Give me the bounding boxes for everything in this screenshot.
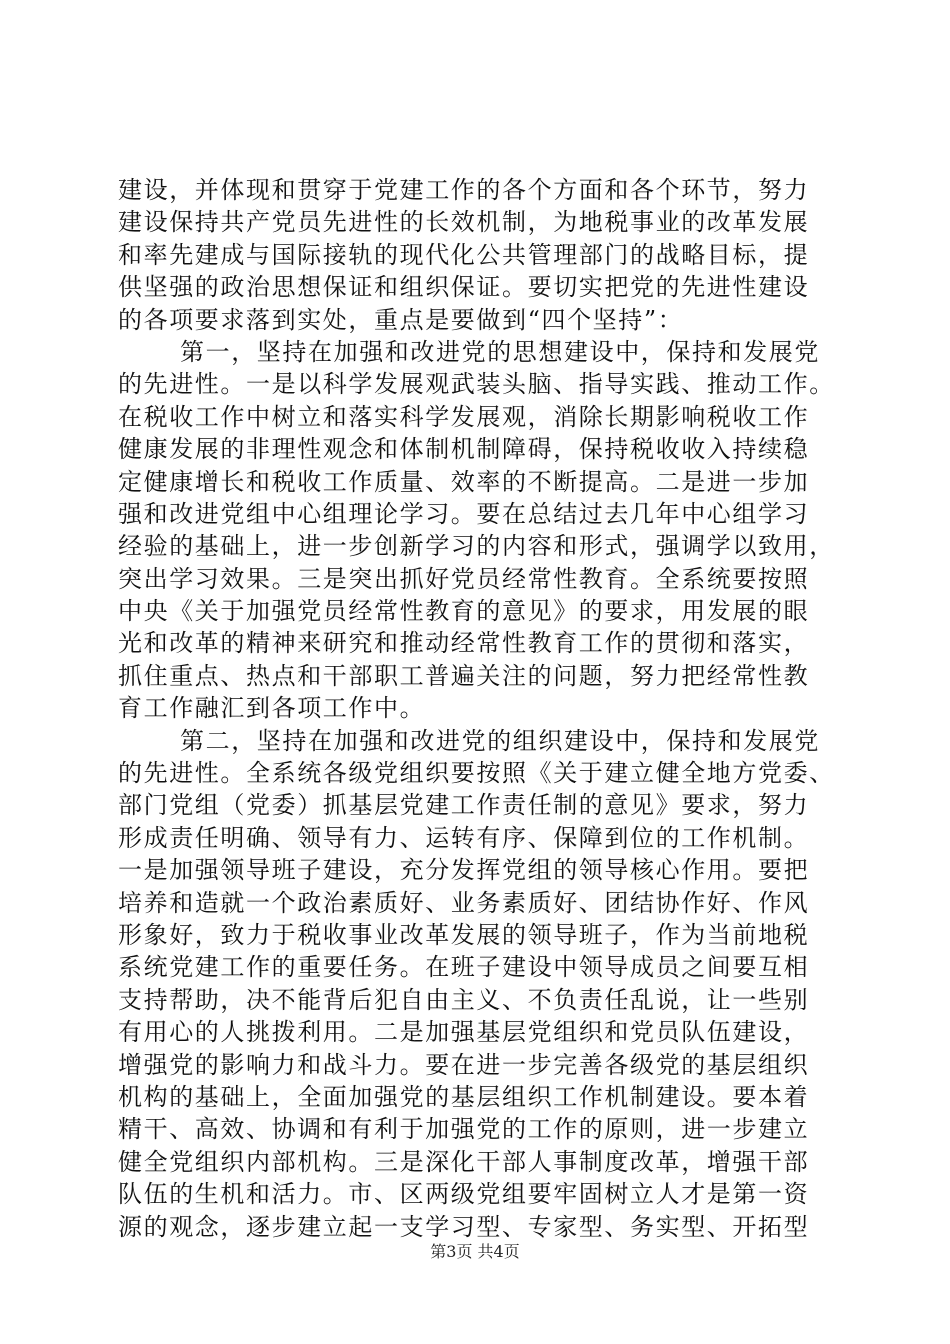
text-line: 经验的基础上，进一步创新学习的内容和形式，强调学以致用，: [118, 532, 835, 561]
text-line: 队伍的生机和活力。市、区两级党组要牢固树立人才是第一资: [118, 1180, 810, 1209]
text-line: 中央《关于加强党员经常性教育的意见》的要求，用发展的眼: [118, 597, 810, 626]
body-text: [118, 174, 838, 1243]
text-line: 部门党组（党委）抓基层党建工作责任制的意见》要求，努力: [118, 791, 810, 820]
text-line: 增强党的影响力和战斗力。要在进一步完善各级党的基层组织: [118, 1050, 810, 1079]
text-line: 系统党建工作的重要任务。在班子建设中领导成员之间要互相: [118, 953, 810, 982]
text-line: 源的观念，逐步建立起一支学习型、专家型、务实型、开拓型: [118, 1212, 810, 1241]
text-line: 一是加强领导班子建设，充分发挥党组的领导核心作用。要把: [118, 856, 810, 885]
page-number-label: 第3页 共4页: [430, 1242, 520, 1261]
text-line: 建设，并体现和贯穿于党建工作的各个方面和各个环节，努力: [118, 176, 810, 204]
paragraph-first-line: 第一，坚持在加强和改进党的思想建设中，保持和发展党: [180, 337, 820, 366]
text-line: 光和改革的精神来研究和推动经常性教育工作的贯彻和落实，: [118, 629, 810, 658]
text-line: 的各项要求落到实处，重点是要做到“四个坚持”：: [118, 305, 684, 334]
text-line: 育工作融汇到各项工作中。: [118, 694, 426, 723]
text-line: 培养和造就一个政治素质好、业务素质好、团结协作好、作风: [118, 888, 810, 917]
text-line: 在税收工作中树立和落实科学发展观，消除长期影响税收工作: [118, 402, 810, 431]
text-line: 健全党组织内部机构。三是深化干部人事制度改革，增强干部: [118, 1147, 810, 1176]
text-line: 抓住重点、热点和干部职工普遍关注的问题，努力把经常性教: [118, 661, 810, 690]
text-line: 精干、高效、协调和有利于加强党的工作的原则，进一步建立: [118, 1115, 810, 1144]
paragraph-first-line: 第二，坚持在加强和改进党的组织建设中，保持和发展党: [180, 726, 820, 755]
text-line: 健康发展的非理性观念和体制机制障碍，保持税收收入持续稳: [118, 435, 810, 464]
text-line: 形成责任明确、领导有力、运转有序、保障到位的工作机制。: [118, 823, 810, 852]
text-line: 建设保持共产党员先进性的长效机制，为地税事业的改革发展: [118, 208, 810, 237]
text-line: 机构的基础上，全面加强党的基层组织工作机制建设。要本着: [118, 1082, 810, 1111]
page-footer: [0, 1242, 950, 1262]
text-line: 供坚强的政治思想保证和组织保证。要切实把党的先进性建设: [118, 273, 810, 302]
text-line: 的先进性。一是以科学发展观武装头脑、指导实践、推动工作。: [118, 370, 835, 399]
text-line: 和率先建成与国际接轨的现代化公共管理部门的战略目标，提: [118, 240, 810, 269]
text-line: 的先进性。全系统各级党组织要按照《关于建立健全地方党委、: [118, 759, 835, 788]
text-line: 突出学习效果。三是突出抓好党员经常性教育。全系统要按照: [118, 564, 810, 593]
text-line: 有用心的人挑拨利用。二是加强基层党组织和党员队伍建设，: [118, 1018, 810, 1047]
text-line: 支持帮助，决不能背后犯自由主义、不负责任乱说，让一些别: [118, 985, 810, 1014]
text-line: 定健康增长和税收工作质量、效率的不断提高。二是进一步加: [118, 467, 810, 496]
text-line: 强和改进党组中心组理论学习。要在总结过去几年中心组学习: [118, 499, 810, 528]
text-line: 形象好，致力于税收事业改革发展的领导班子，作为当前地税: [118, 920, 810, 949]
